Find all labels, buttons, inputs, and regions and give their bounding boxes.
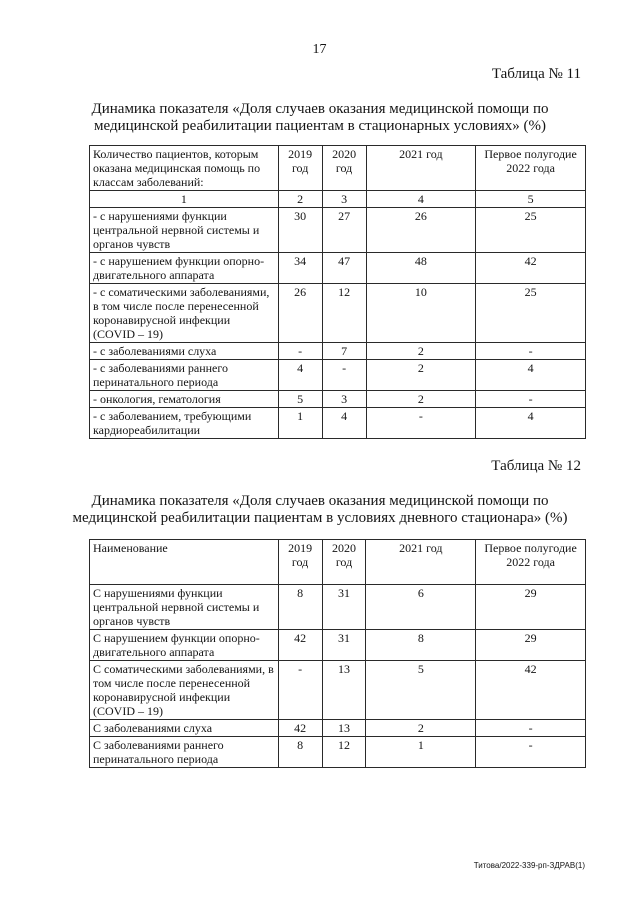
value-2019: 30	[278, 208, 322, 253]
column-number: 1	[90, 191, 279, 208]
value-2022-h1: 4	[476, 408, 586, 439]
value-2021: 6	[366, 585, 476, 630]
table-row	[90, 408, 586, 439]
value-2020: -	[322, 360, 366, 391]
header-2020: 2020 год	[322, 146, 366, 191]
header-2019: 2019 год	[278, 540, 322, 585]
value-2019: 42	[278, 720, 322, 737]
table-row	[90, 343, 586, 360]
table-11-title	[70, 101, 570, 135]
row-label: - с заболеванием, требующими кардиореабилитации	[90, 408, 279, 439]
value-2020: 31	[322, 630, 366, 661]
header-2021: 2021 год	[366, 146, 476, 191]
table-row	[90, 630, 586, 661]
value-2021: -	[366, 408, 476, 439]
row-label: С нарушением функции опорно-двигательного аппарата	[90, 630, 279, 661]
value-2022-h1: 25	[476, 284, 586, 343]
row-label: - с соматическими заболеваниями, в том числе после перенесенной коронавирусной инфекции (COVID – 19)	[90, 284, 279, 343]
header-category: Количество пациентов, которым оказана медицинская помощь по классам заболеваний:	[90, 146, 279, 191]
value-2020: 4	[322, 408, 366, 439]
table-row	[90, 720, 586, 737]
page-number: 17	[312, 42, 327, 57]
row-label: - с заболеваниями раннего перинатального периода	[90, 360, 279, 391]
table-row	[90, 391, 586, 408]
value-2021: 10	[366, 284, 476, 343]
row-label: - с заболеваниями слуха	[90, 343, 279, 360]
table-row	[90, 661, 586, 720]
table-row	[90, 585, 586, 630]
value-2019: -	[278, 661, 322, 720]
value-2021: 48	[366, 253, 476, 284]
value-2020: 13	[322, 661, 366, 720]
table-12	[89, 539, 586, 768]
value-2020: 31	[322, 585, 366, 630]
table-12-title-line-2: медицинской реабилитации пациентам в условиях дневного стационара» (%)	[72, 510, 568, 526]
table-11-caption: Таблица № 11	[491, 66, 581, 82]
value-2022-h1: 42	[476, 661, 586, 720]
document-code: Титова/2022-339-рп-ЗДРАВ(1)	[473, 861, 585, 870]
value-2019: 34	[278, 253, 322, 284]
table-row	[90, 360, 586, 391]
header-2022-h1: Первое полугодие 2022 года	[476, 146, 586, 191]
value-2019: 8	[278, 737, 322, 768]
row-label: С заболеваниями раннего перинатального периода	[90, 737, 279, 768]
column-number: 4	[366, 191, 476, 208]
value-2019: -	[278, 343, 322, 360]
value-2021: 1	[366, 737, 476, 768]
row-label: С соматическими заболеваниями, в том числе после перенесенной коронавирусной инфекции (COVID – 19)	[90, 661, 279, 720]
table-12-title	[70, 493, 570, 527]
value-2019: 26	[278, 284, 322, 343]
row-label: - с нарушениями функции центральной нервной системы и органов чувств	[90, 208, 279, 253]
value-2019: 42	[278, 630, 322, 661]
table-11-title-line-2: медицинской реабилитации пациентам в стационарных условиях» (%)	[94, 118, 546, 134]
table-row	[90, 208, 586, 253]
value-2022-h1: -	[476, 737, 586, 768]
value-2019: 4	[278, 360, 322, 391]
row-label: С заболеваниями слуха	[90, 720, 279, 737]
table-12-title-line-1: Динамика показателя «Доля случаев оказания медицинской помощи по	[91, 493, 549, 509]
header-name: Наименование	[90, 540, 279, 585]
row-label: - с нарушением функции опорно-двигательного аппарата	[90, 253, 279, 284]
value-2021: 5	[366, 661, 476, 720]
value-2020: 12	[322, 737, 366, 768]
value-2021: 2	[366, 720, 476, 737]
row-label: С нарушениями функции центральной нервной системы и органов чувств	[90, 585, 279, 630]
value-2020: 47	[322, 253, 366, 284]
header-2022-h1: Первое полугодие 2022 года	[476, 540, 586, 585]
value-2021: 2	[366, 343, 476, 360]
header-2020: 2020 год	[322, 540, 366, 585]
table-row	[90, 253, 586, 284]
value-2022-h1: -	[476, 391, 586, 408]
table-row	[90, 737, 586, 768]
column-number: 5	[476, 191, 586, 208]
column-number: 3	[322, 191, 366, 208]
value-2020: 27	[322, 208, 366, 253]
table-12-header-row	[90, 540, 586, 585]
table-11	[89, 145, 586, 439]
value-2022-h1: 29	[476, 630, 586, 661]
value-2021: 2	[366, 391, 476, 408]
value-2022-h1: -	[476, 720, 586, 737]
row-label: - онкология, гематология	[90, 391, 279, 408]
value-2019: 1	[278, 408, 322, 439]
value-2021: 2	[366, 360, 476, 391]
table-11-header-row	[90, 146, 586, 191]
value-2022-h1: 42	[476, 253, 586, 284]
value-2020: 13	[322, 720, 366, 737]
value-2020: 7	[322, 343, 366, 360]
value-2020: 12	[322, 284, 366, 343]
value-2020: 3	[322, 391, 366, 408]
table-11-numbering-row	[90, 191, 586, 208]
value-2021: 26	[366, 208, 476, 253]
table-11-title-line-1: Динамика показателя «Доля случаев оказания медицинской помощи по	[91, 101, 549, 117]
value-2022-h1: 4	[476, 360, 586, 391]
header-2019: 2019 год	[278, 146, 322, 191]
value-2019: 5	[278, 391, 322, 408]
table-row	[90, 284, 586, 343]
value-2019: 8	[278, 585, 322, 630]
column-number: 2	[278, 191, 322, 208]
value-2022-h1: 25	[476, 208, 586, 253]
table-12-caption: Таблица № 12	[491, 458, 581, 474]
value-2022-h1: 29	[476, 585, 586, 630]
header-2021: 2021 год	[366, 540, 476, 585]
value-2021: 8	[366, 630, 476, 661]
value-2022-h1: -	[476, 343, 586, 360]
